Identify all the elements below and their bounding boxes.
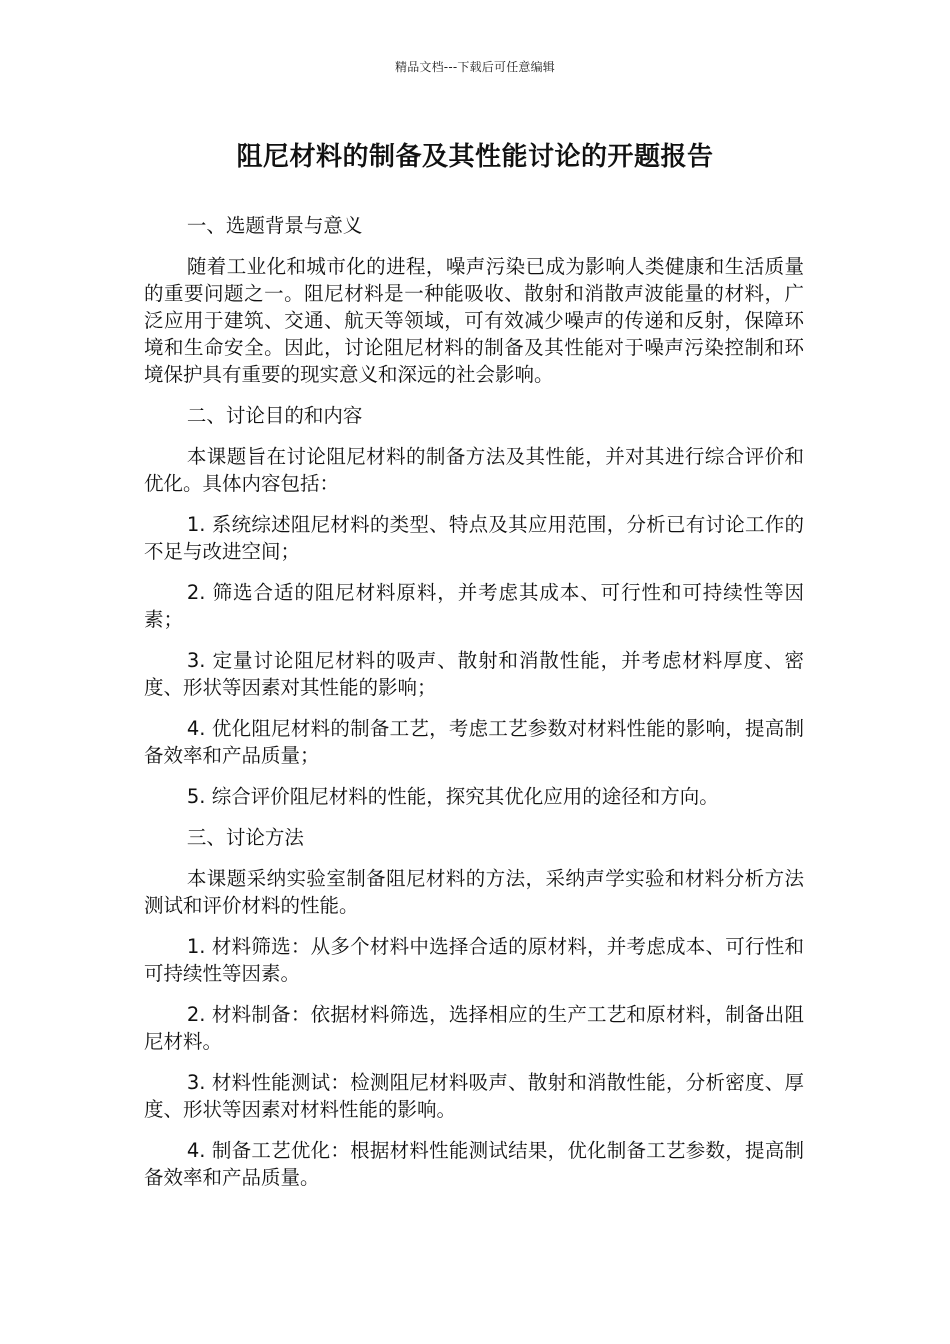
section1-paragraph: 随着工业化和城市化的进程，噪声污染已成为影响人类健康和生活质量的重要问题之一。阻尼材料是一种能吸收、散射和消散声波能量的材料，广泛应用于建筑、交通、航天等领域，可有效减少噪声的传递和反射，保障环境和生命安全。因此，讨论阻尼材料的制备及其性能对于噪声污染控制和环境保护具有重要的现实意义和深远的社会影响。	[144, 255, 804, 386]
section2-item-5: 5. 综合评价阻尼材料的性能，探究其优化应用的途径和方向。	[186, 785, 719, 808]
section2-heading: 二、讨论目的和内容	[186, 404, 363, 427]
header-note: 精品文档---下载后可任意编辑	[395, 60, 555, 74]
document-title: 阻尼材料的制备及其性能讨论的开题报告	[236, 142, 714, 172]
section3-item-3: 3. 材料性能测试：检测阻尼材料吸声、散射和消散性能，分析密度、厚度、形状等因素对材料性能的影响。	[144, 1071, 804, 1121]
section2-item-2: 2. 筛选合适的阻尼材料原料，并考虑其成本、可行性和可持续性等因素；	[144, 581, 804, 631]
section2-intro: 本课题旨在讨论阻尼材料的制备方法及其性能，并对其进行综合评价和优化。具体内容包括：	[144, 445, 804, 495]
section3-item-2: 2. 材料制备：依据材料筛选，选择相应的生产工艺和原材料，制备出阻尼材料。	[144, 1003, 804, 1053]
section3-heading: 三、讨论方法	[186, 826, 304, 849]
section3-intro: 本课题采纳实验室制备阻尼材料的方法，采纳声学实验和材料分析方法测试和评价材料的性能。	[144, 867, 804, 917]
section2-item-4: 4. 优化阻尼材料的制备工艺，考虑工艺参数对材料性能的影响，提高制备效率和产品质量；	[144, 717, 804, 767]
document-body	[144, 212, 804, 1205]
section2-item-3: 3. 定量讨论阻尼材料的吸声、散射和消散性能，并考虑材料厚度、密度、形状等因素对其性能的影响；	[144, 649, 804, 699]
section3-item-4: 4. 制备工艺优化：根据材料性能测试结果，优化制备工艺参数，提高制备效率和产品质量。	[144, 1139, 804, 1189]
section3-item-1: 1. 材料筛选：从多个材料中选择合适的原材料，并考虑成本、可行性和可持续性等因素。	[144, 935, 804, 985]
section2-item-1: 1. 系统综述阻尼材料的类型、特点及其应用范围，分析已有讨论工作的不足与改进空间；	[144, 513, 804, 563]
section1-heading: 一、选题背景与意义	[186, 214, 363, 237]
